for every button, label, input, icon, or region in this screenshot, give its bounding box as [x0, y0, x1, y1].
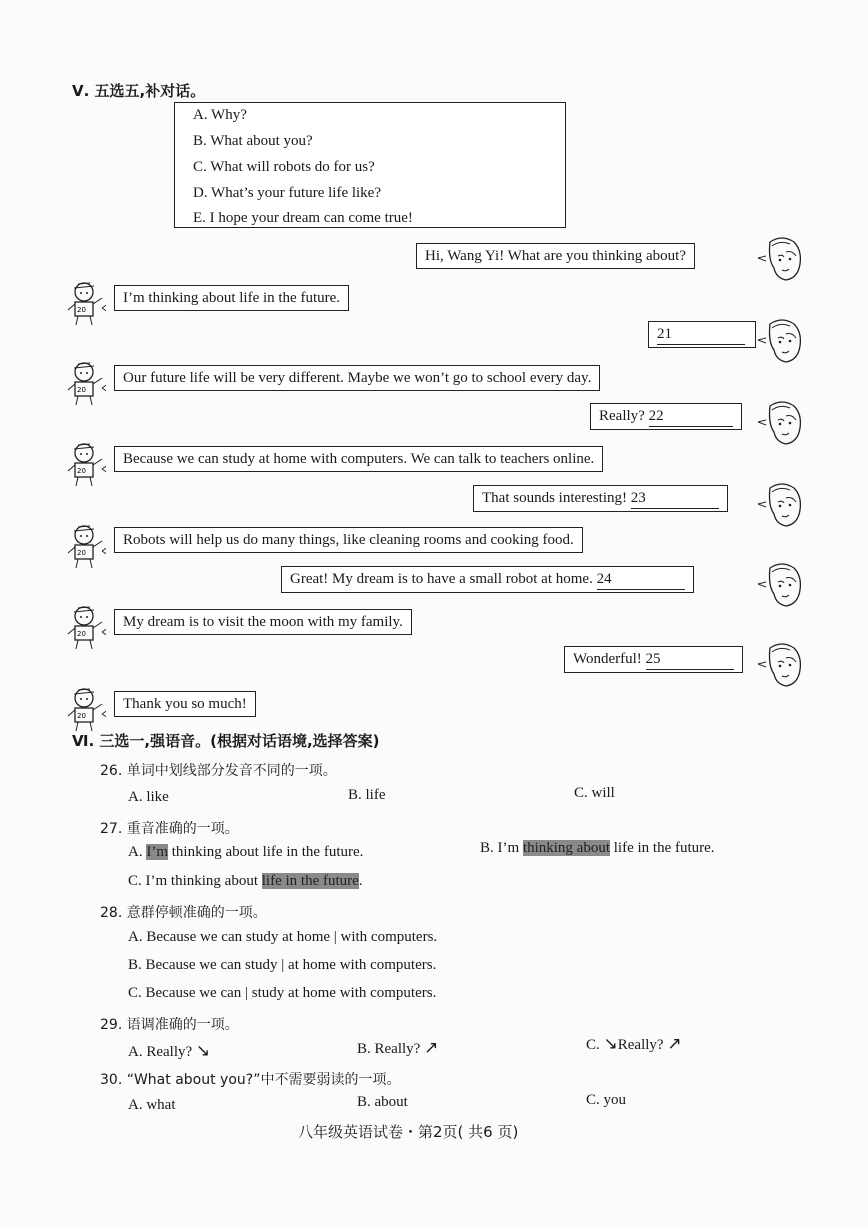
q28-stem: 28. 意群停顿准确的一项。 [100, 905, 267, 921]
blank-22[interactable]: 22 [649, 406, 733, 427]
girl-avatar-icon [756, 316, 806, 366]
stress-highlight: thinking about [522, 840, 610, 856]
boy-avatar-icon [62, 604, 106, 650]
blank-23[interactable]: 23 [631, 488, 719, 509]
q26-option-c[interactable]: C. will [574, 785, 615, 801]
dialogue-line-3 [648, 321, 756, 348]
q26-option-a[interactable]: A. like [128, 789, 169, 805]
rising-arrow-icon: ↗ [424, 1038, 439, 1058]
dialogue-line-8: Robots will help us do many things, like cleaning rooms and cooking food. [114, 527, 583, 553]
q26-stem: 26. 单词中划线部分发音不同的一项。 [100, 763, 337, 779]
option-d: D. What’s your future life like? [193, 185, 381, 201]
q29-c-text: Really? [617, 1037, 664, 1053]
dialogue-line-7 [473, 485, 728, 512]
dialogue-line-4: Our future life will be very different. Maybe we won’t go to school every day. [114, 365, 600, 391]
q30-stem: 30. “What about you?”中不需要弱读的一项。 [100, 1072, 401, 1088]
dialogue-line-11 [564, 646, 743, 673]
svg-text:20: 20 [77, 549, 86, 557]
stress-highlight: I’m [146, 844, 169, 860]
q27-option-b[interactable] [480, 840, 715, 857]
dialogue-prefix: Really? [599, 408, 645, 424]
dialogue-line-9 [281, 566, 694, 593]
falling-arrow-icon: ↘ [195, 1041, 211, 1061]
dialogue-prefix: Wonderful! [573, 651, 642, 667]
blank-24[interactable]: 24 [597, 569, 685, 590]
q27-c-prefix: C. I’m thinking about [128, 873, 262, 889]
q29-option-b[interactable] [357, 1038, 438, 1058]
boy-avatar-icon [62, 523, 106, 569]
q30-option-c[interactable]: C. you [586, 1092, 627, 1108]
girl-avatar-icon [756, 398, 806, 448]
q29-b-text: B. Really? [357, 1041, 421, 1057]
svg-text:20: 20 [77, 467, 86, 475]
q27-option-a[interactable] [128, 844, 363, 861]
svg-text:20: 20 [77, 630, 86, 638]
q28-option-a[interactable]: A. Because we can study at home | with computers. [128, 929, 438, 945]
boy-avatar-icon [62, 280, 106, 326]
option-b: B. What about you? [193, 133, 313, 149]
q29-option-a[interactable] [128, 1041, 210, 1061]
girl-avatar-icon [756, 560, 806, 610]
dialogue-line-10: My dream is to visit the moon with my family. [114, 609, 412, 635]
girl-avatar-icon [756, 640, 806, 690]
page-footer: 八年级英语试卷・第2页( 共6 页) [298, 1123, 519, 1141]
dialogue-line-12: Thank you so much! [114, 691, 256, 717]
falling-arrow-icon: ↘ [603, 1034, 618, 1054]
q30-option-a[interactable]: A. what [128, 1097, 176, 1113]
q30-option-b[interactable]: B. about [357, 1094, 408, 1110]
svg-text:20: 20 [77, 306, 86, 314]
section-6-title: Ⅵ. 三选一,强语音。(根据对话语境,选择答案) [72, 732, 380, 750]
q27-a-prefix: A. [128, 844, 147, 860]
stress-highlight: life in the future [261, 873, 359, 889]
dialogue-line-6: Because we can study at home with computers. We can talk to teachers online. [114, 446, 603, 472]
dialogue-line-5 [590, 403, 742, 430]
q29-option-c[interactable] [586, 1034, 682, 1054]
dialogue-prefix: That sounds interesting! [482, 490, 627, 506]
boy-avatar-icon [62, 686, 106, 732]
svg-text:20: 20 [77, 386, 86, 394]
q29-stem: 29. 语调准确的一项。 [100, 1017, 239, 1033]
q27-b-prefix: B. I’m [480, 840, 523, 856]
rising-arrow-icon: ↗ [667, 1034, 682, 1054]
option-a: A. Why? [193, 107, 247, 123]
section-5-title: Ⅴ. 五选五,补对话。 [72, 82, 206, 100]
q28-option-c[interactable]: C. Because we can | study at home with computers. [128, 985, 437, 1001]
boy-avatar-icon [62, 360, 106, 406]
girl-avatar-icon [756, 234, 806, 284]
q27-stem: 27. 重音准确的一项。 [100, 821, 239, 837]
q27-b-text: life in the future. [610, 840, 715, 856]
blank-21[interactable]: 21 [657, 324, 745, 345]
q29-a-text: A. Really? [128, 1044, 193, 1060]
options-box [174, 102, 566, 228]
blank-25[interactable]: 25 [646, 649, 734, 670]
q29-c-prefix: C. [586, 1037, 600, 1053]
q27-a-text: thinking about life in the future. [168, 844, 364, 860]
q27-option-c[interactable] [128, 873, 363, 890]
dialogue-prefix: Great! My dream is to have a small robot at home. [290, 571, 593, 587]
q27-c-text: . [358, 873, 363, 889]
svg-text:20: 20 [77, 712, 86, 720]
option-c: C. What will robots do for us? [193, 159, 375, 175]
q28-option-b[interactable]: B. Because we can study | at home with computers. [128, 957, 437, 973]
girl-avatar-icon [756, 480, 806, 530]
q26-option-b[interactable]: B. life [348, 787, 386, 803]
dialogue-line-2: I’m thinking about life in the future. [114, 285, 349, 311]
boy-avatar-icon [62, 441, 106, 487]
option-e: E. I hope your dream can come true! [193, 210, 413, 226]
dialogue-line-1: Hi, Wang Yi! What are you thinking about? [416, 243, 695, 269]
